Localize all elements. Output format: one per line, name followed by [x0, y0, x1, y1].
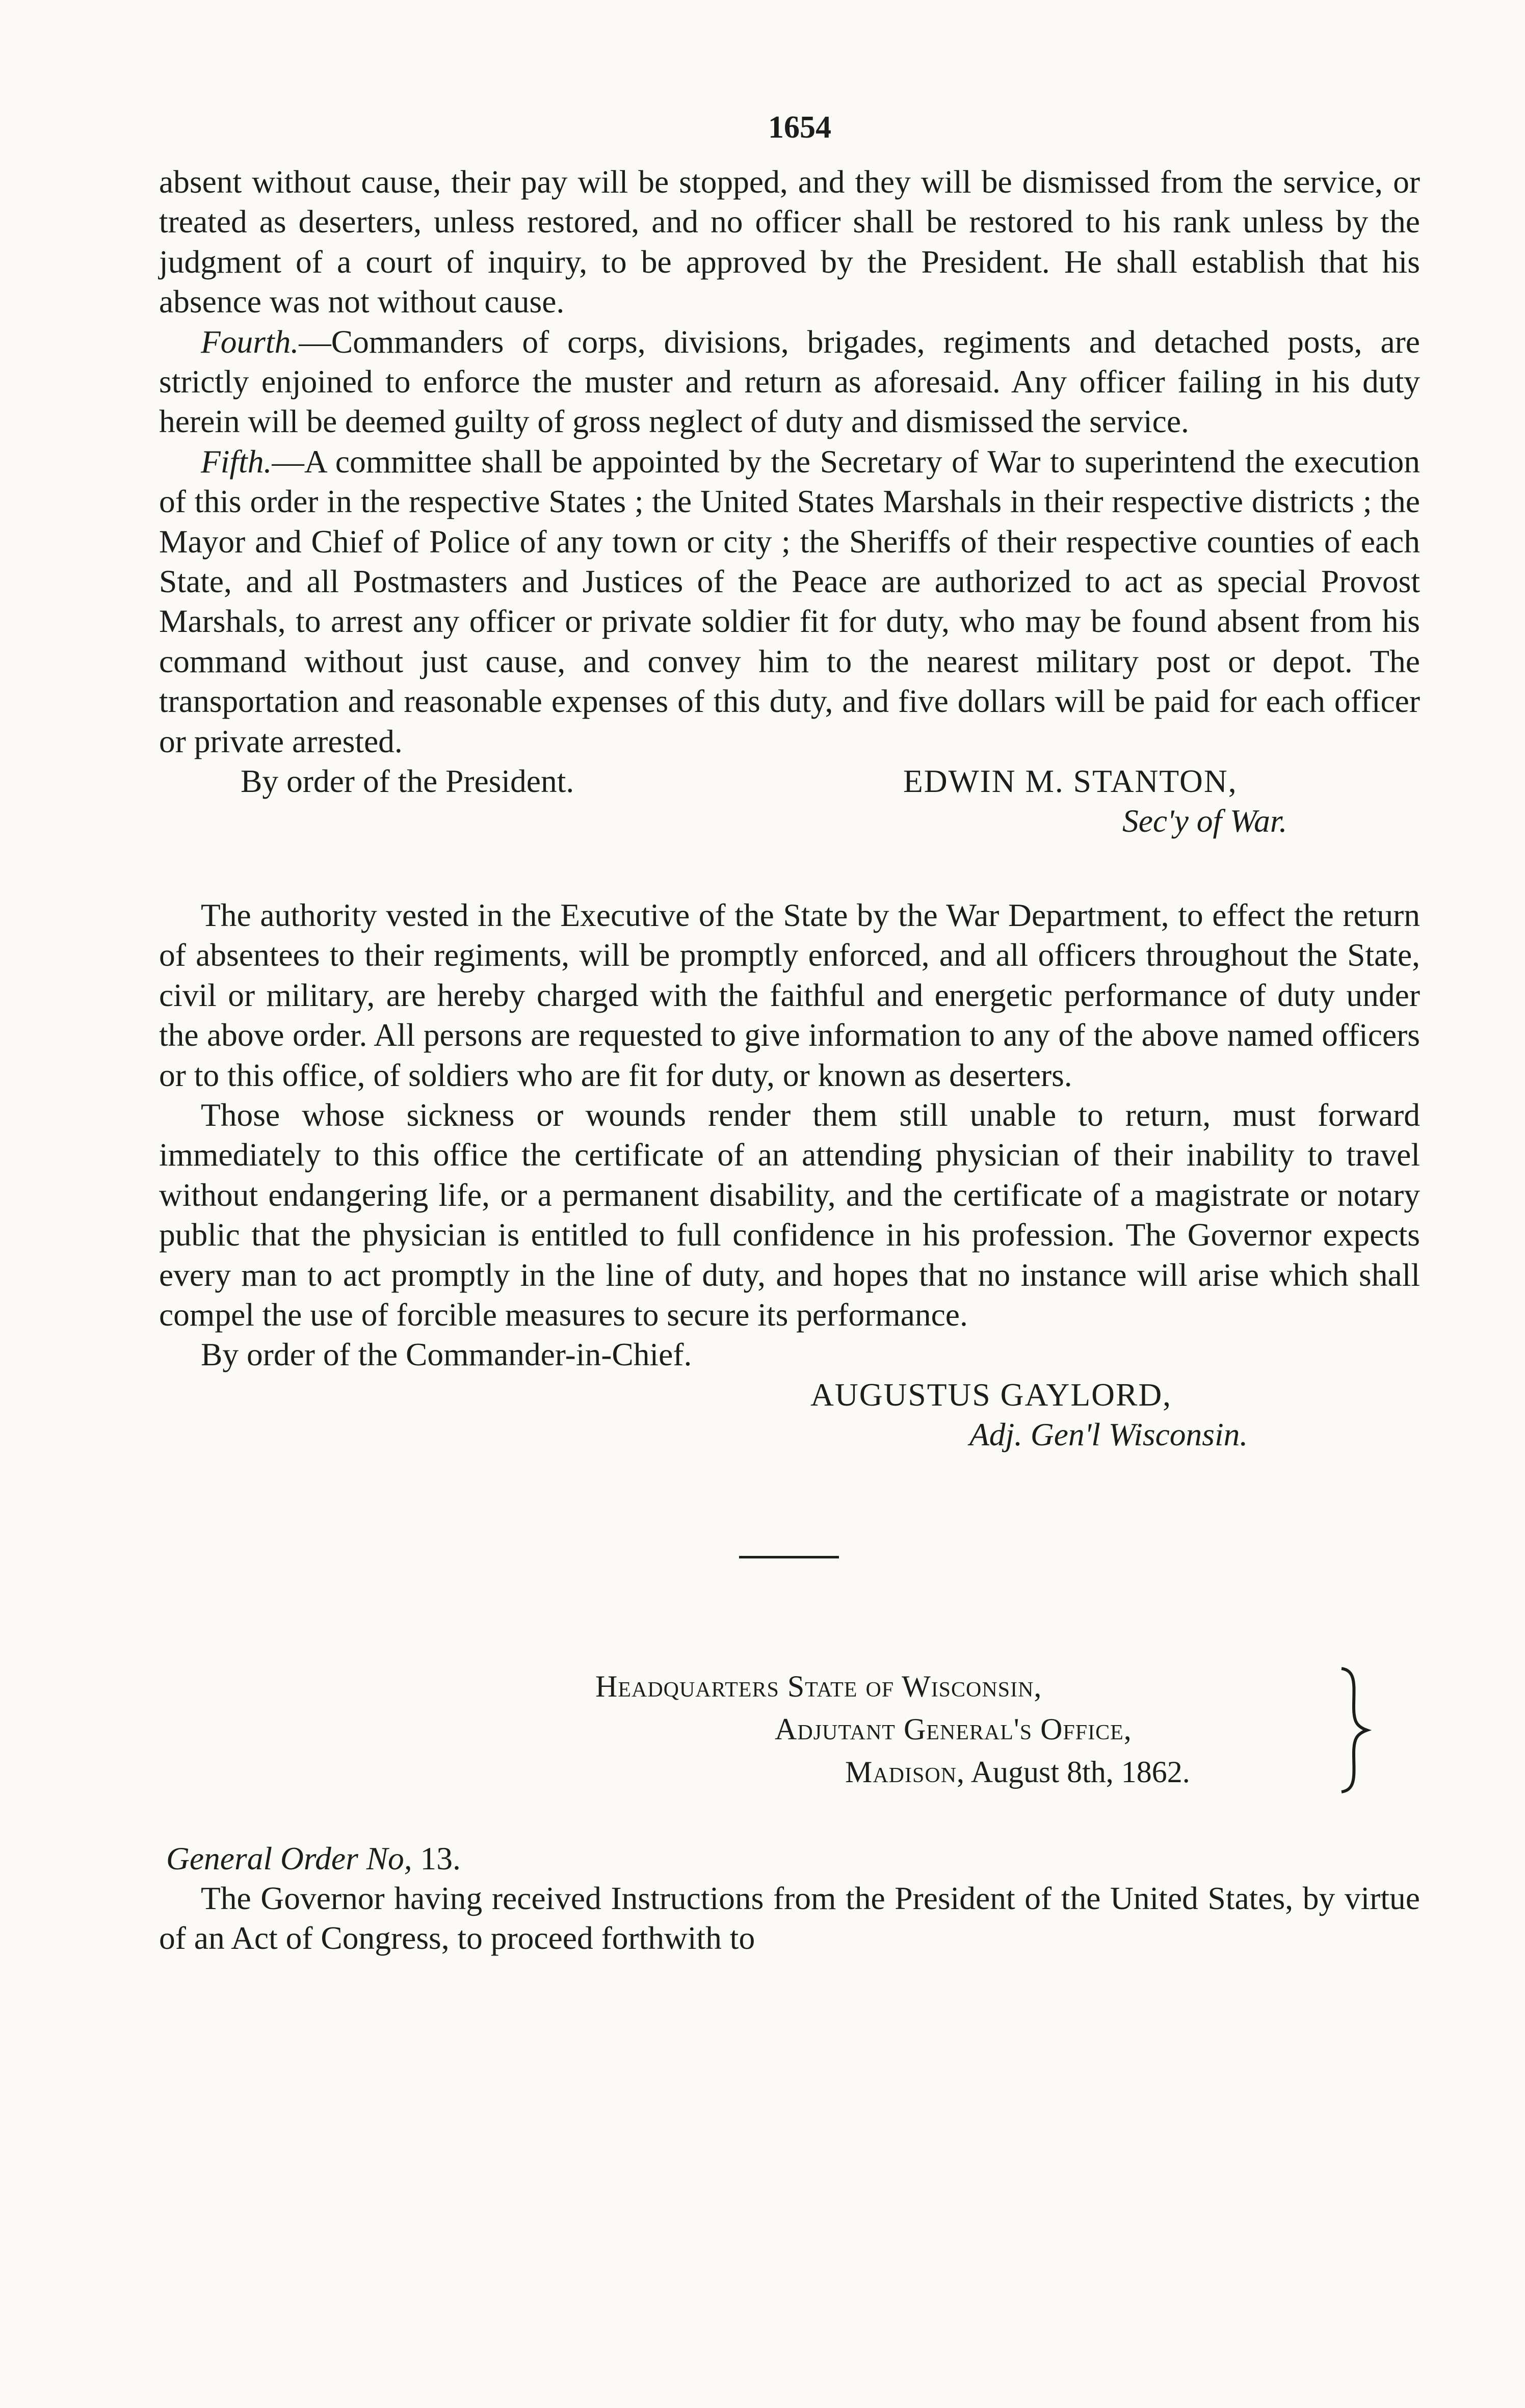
general-order-heading: [159, 1839, 1420, 1878]
signature-president-line: [159, 761, 1420, 801]
paragraph-authority: The authority vested in the Executive of the State by the War Department, to effect the return of absentees to their regiments, will be promptly enforced, and all officers throughout the State, civil or military, are hereby charged with the faithful and energetic performance of duty under the above order. All persons are requested to give information to any of the above named officers or to this office, of soldiers who are fit for duty, or known as deserters.: [159, 896, 1420, 1093]
section-gap: [159, 841, 1420, 895]
final-section: [159, 1878, 1420, 1959]
paragraph-governor-instructions: The Governor having received Instructions from the President of the United States, by virtue of an Act of Congress, to proceed forthwith to: [159, 1880, 1420, 1956]
paragraph-fifth: [159, 442, 1420, 761]
fourth-label: Fourth.: [201, 323, 299, 360]
section-divider-rule: [739, 1556, 839, 1558]
general-order-number: 13.: [412, 1840, 461, 1876]
paragraph-absent-without-cause: absent without cause, their pay will be stopped, and they will be dismissed from the service, or treated as deserters, unless restored, and no officer shall be restored to his rank unless by the judgment of a court of inquiry, to be approved by the President. He shall establish that his absence was not without cause.: [159, 164, 1420, 320]
signer-title-secretary-of-war: Sec'y of War.: [1122, 803, 1287, 839]
fifth-text: —A committee shall be appointed by the Secretary of War to superintend the execution of this order in the respective States ; the United States Marshals in their respective districts ; the Mayor and Chief of Police of any town or city ; the Sheriffs of their respective counties of each State, and all Postmasters and Justices of the Peace are authorized to act as special Provost Marshals, to arrest any officer or private soldier fit for duty, who may be found absent from his command without just cause, and convey him to the nearest military post or depot. The transportation and reasonable expenses of this duty, and five dollars will be paid for each officer or private arrested.: [159, 443, 1420, 759]
page-number: 1654: [768, 110, 831, 145]
headquarters-heading: [159, 1666, 1420, 1814]
by-order-commander: By order of the Commander-in-Chief.: [201, 1336, 692, 1373]
signer-title-adjutant-general: Adj. Gen'l Wisconsin.: [969, 1416, 1248, 1453]
signer-name-gaylord: AUGUSTUS GAYLORD,: [810, 1376, 1172, 1413]
general-order-label: General Order No,: [166, 1840, 412, 1876]
fifth-label: Fifth.: [201, 443, 272, 480]
signature-gaylord-title-line: [159, 1415, 1420, 1454]
signer-name-stanton: EDWIN M. STANTON,: [903, 763, 1238, 800]
paragraph-sickness: Those whose sickness or wounds render them still unable to return, must forward immediately to this office the certificate of an attending physician of their inability to travel without endangering life, or a permanent disability, and the certificate of a magistrate or notary public that the physician is entitled to full confidence in his profession. The Governor expects every man to act promptly in the line of duty, and hopes that no instance will arise which shall compel the use of forcible measures to secure its performance.: [159, 1096, 1420, 1333]
paragraph-fourth: [159, 322, 1420, 442]
headquarters-line-1: Headquarters State of Wisconsin,: [595, 1669, 1042, 1703]
headquarters-line-3: [845, 1752, 1190, 1792]
document-page: [159, 107, 1420, 1959]
headquarters-date: August 8th, 1862.: [965, 1755, 1190, 1789]
by-order-president: By order of the President.: [241, 763, 574, 800]
right-brace-icon: [1336, 1666, 1372, 1794]
signature-gaylord-line: [159, 1375, 1420, 1415]
headquarters-place: Madison,: [845, 1755, 965, 1789]
signature-president-title-line: [159, 801, 1420, 841]
headquarters-line-2: Adjutant General's Office,: [775, 1712, 1132, 1746]
fourth-text: —Commanders of corps, divisions, brigades, regiments and detached posts, are strictly enjoined to enforce the muster and return as aforesaid. Any officer failing in his duty herein will be deemed guilty of gross neglect of duty and dismissed the service.: [159, 323, 1420, 440]
